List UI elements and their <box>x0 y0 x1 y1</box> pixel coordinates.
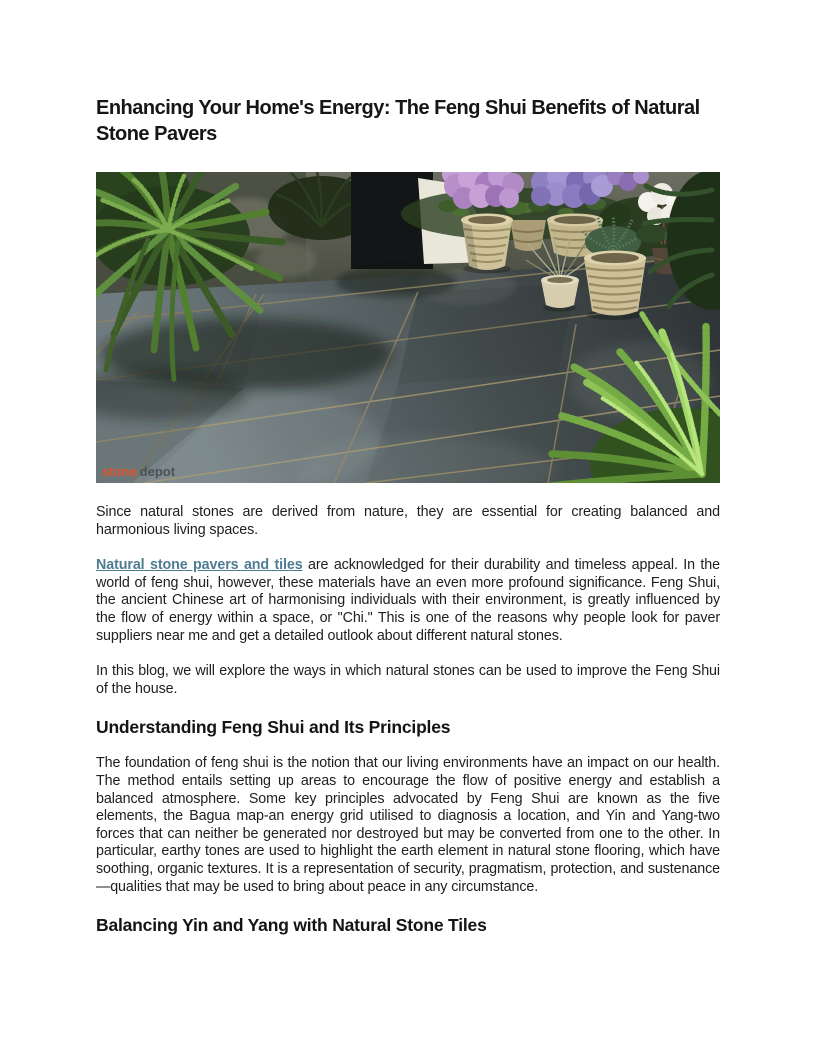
hero-image <box>96 172 720 483</box>
document-content <box>96 0 720 936</box>
paragraph-blog: In this blog, we will explore the ways in which natural stones can be used to improve the Feng Shui of the house. <box>96 663 720 697</box>
stone-paver-photo <box>96 172 720 483</box>
watermark-depot: depot <box>139 464 176 479</box>
paragraph-link-rest: are acknowledged for their durability and timeless appeal. In the world of feng shui, however, these materials have an even more profound significance. Feng Shui, the ancient Chinese art of harmonising individuals with their environment, is greatly influenced by the flow of energy within a space, or "Chi." This is one of the reasons why people look for paver suppliers near me and get a detailed outlook about different natural stones. <box>96 557 720 644</box>
paragraph-intro: Since natural stones are derived from nature, they are essential for creating balanced and harmonious living spaces. <box>96 504 720 538</box>
paragraph-link <box>96 557 720 645</box>
heading-understanding-feng-shui: Understanding Feng Shui and Its Principles <box>96 717 451 738</box>
page-title: Enhancing Your Home's Energy: The Feng Shui Benefits of Natural Stone Pavers <box>96 97 700 145</box>
heading-balancing-yin-yang: Balancing Yin and Yang with Natural Stone Tiles <box>96 915 487 936</box>
watermark-stone: stone <box>102 464 137 479</box>
paragraph-foundation: The foundation of feng shui is the notion that our living environments have an impact on our health. The method entails setting up areas to encourage the flow of positive energy and establish a balanced atmosphere. Some key principles advocated by Feng Shui are known as the five elements, the Bagua map-an energy grid utilised to diagnosis a location, and Yin and Yang-two forces that can neither be generated nor destroyed but may be converted from one to the other. In particular, earthy tones are used to highlight the earth element in natural stone flooring, which have soothing, organic textures. It is a representation of security, pragmatism, protection, and sustenance—qualities that may be used to bring about peace in any circumstance. <box>96 755 720 895</box>
watermark-text <box>102 464 176 479</box>
natural-stone-pavers-link[interactable]: Natural stone pavers and tiles <box>96 557 303 574</box>
